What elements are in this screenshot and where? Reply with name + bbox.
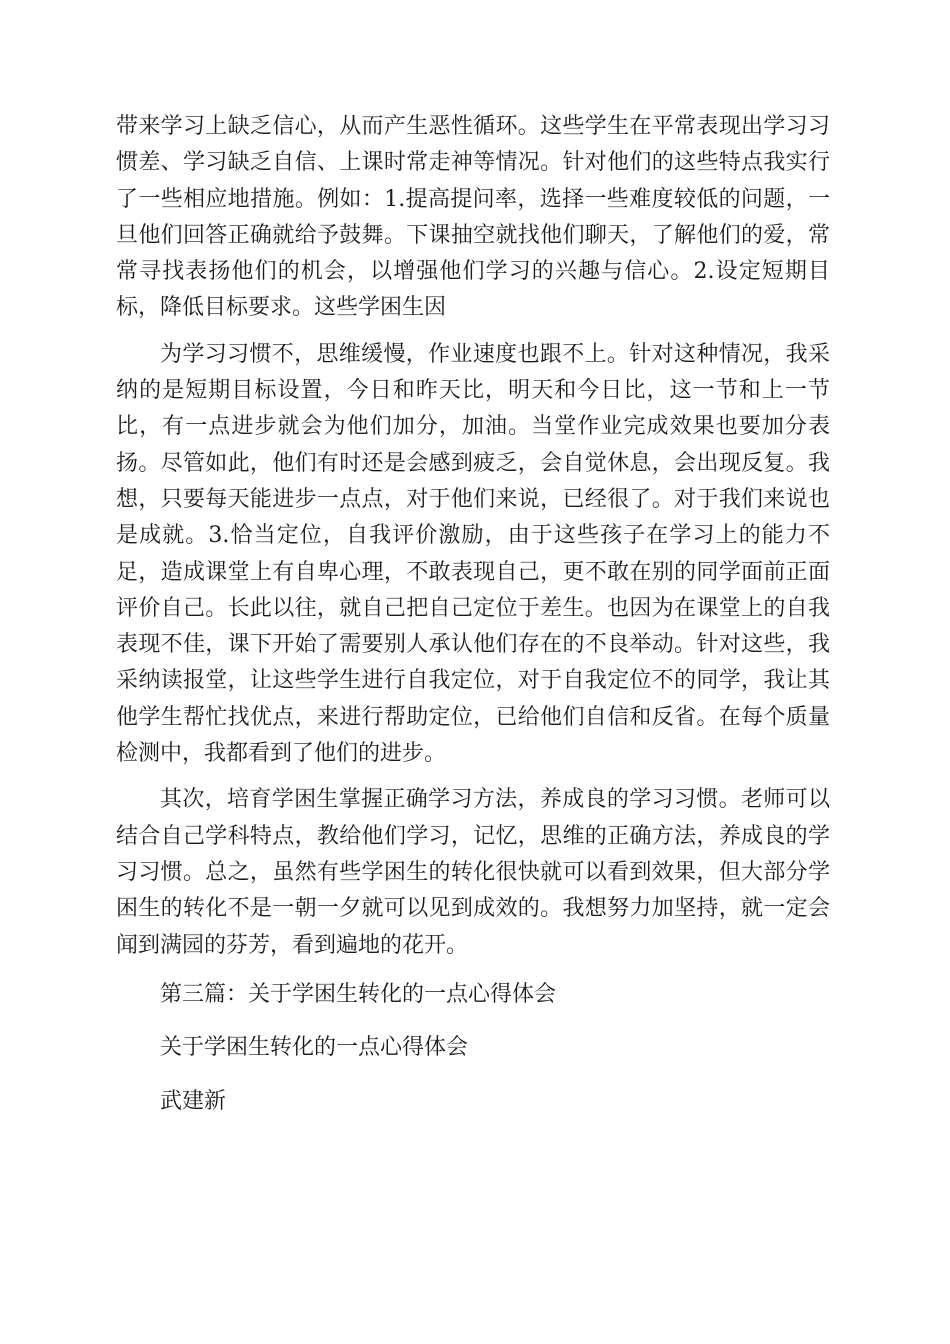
article-title: 关于学困生转化的一点心得体会 [160,1034,469,1060]
paragraph-1: 带来学习上缺乏信心，从而产生恶性循环。这些学生在平常表现出学习习惯差、学习缺乏自信、上课时常走神等情况。针对他们的这些特点我实行了一些相应地措施。例如：1.提高提问率，选择一些难度较低的问题，一旦他们回答正确就给予鼓舞。下课抽空就找他们聊天，了解他们的爱，常常寻找表扬他们的机会，以增强他们学习的兴趣与信心。2.设定短期目标，降低目标要求。这些学困生因 [116,114,830,321]
chapter-heading: 第三篇：关于学困生转化的一点心得体会 [160,981,557,1007]
author-name: 武建新 [160,1088,227,1114]
paragraph-2: 为学习习惯不，思维缓慢，作业速度也跟不上。针对这种情况，我采纳的是短期目标设置，今日和昨天比，明天和今日比，这一节和上一节比，有一点进步就会为他们加分，加油。当堂作业完成效果也要加分表扬。尽管如此，他们有时还是会感到疲乏，会自觉休息，会出现反复。我想，只要每天能进步一点点，对于他们来说，已经很了。对于我们来说也是成就。3.恰当定位，自我评价激励，由于这些孩子在学习上的能力不足，造成课堂上有自卑心理，不敢表现自己，更不敢在别的同学面前正面评价自己。长此以往，就自己把自己定位于差生。也因为在课堂上的自我表现不佳，课下开始了需要别人承认他们存在的不良举动。针对这些，我采纳读报堂，让这些学生进行自我定位，对于自我定位不的同学，我让其他学生帮忙找优点，来进行帮助定位，已给他们自信和反省。在每个质量检测中，我都看到了他们的进步。 [116,341,830,767]
document-body [116,109,830,1120]
paragraph-3: 其次，培育学困生掌握正确学习方法，养成良的学习习惯。老师可以结合自己学科特点，教给他们学习，记忆，思维的正确方法，养成良的学习习惯。总之，虽然有些学困生的转化很快就可以看到效果，但大部分学困生的转化不是一朝一夕就可以见到成效的。我想努力加坚持，就一定会闻到满园的芬芳，看到遍地的花开。 [116,787,830,958]
